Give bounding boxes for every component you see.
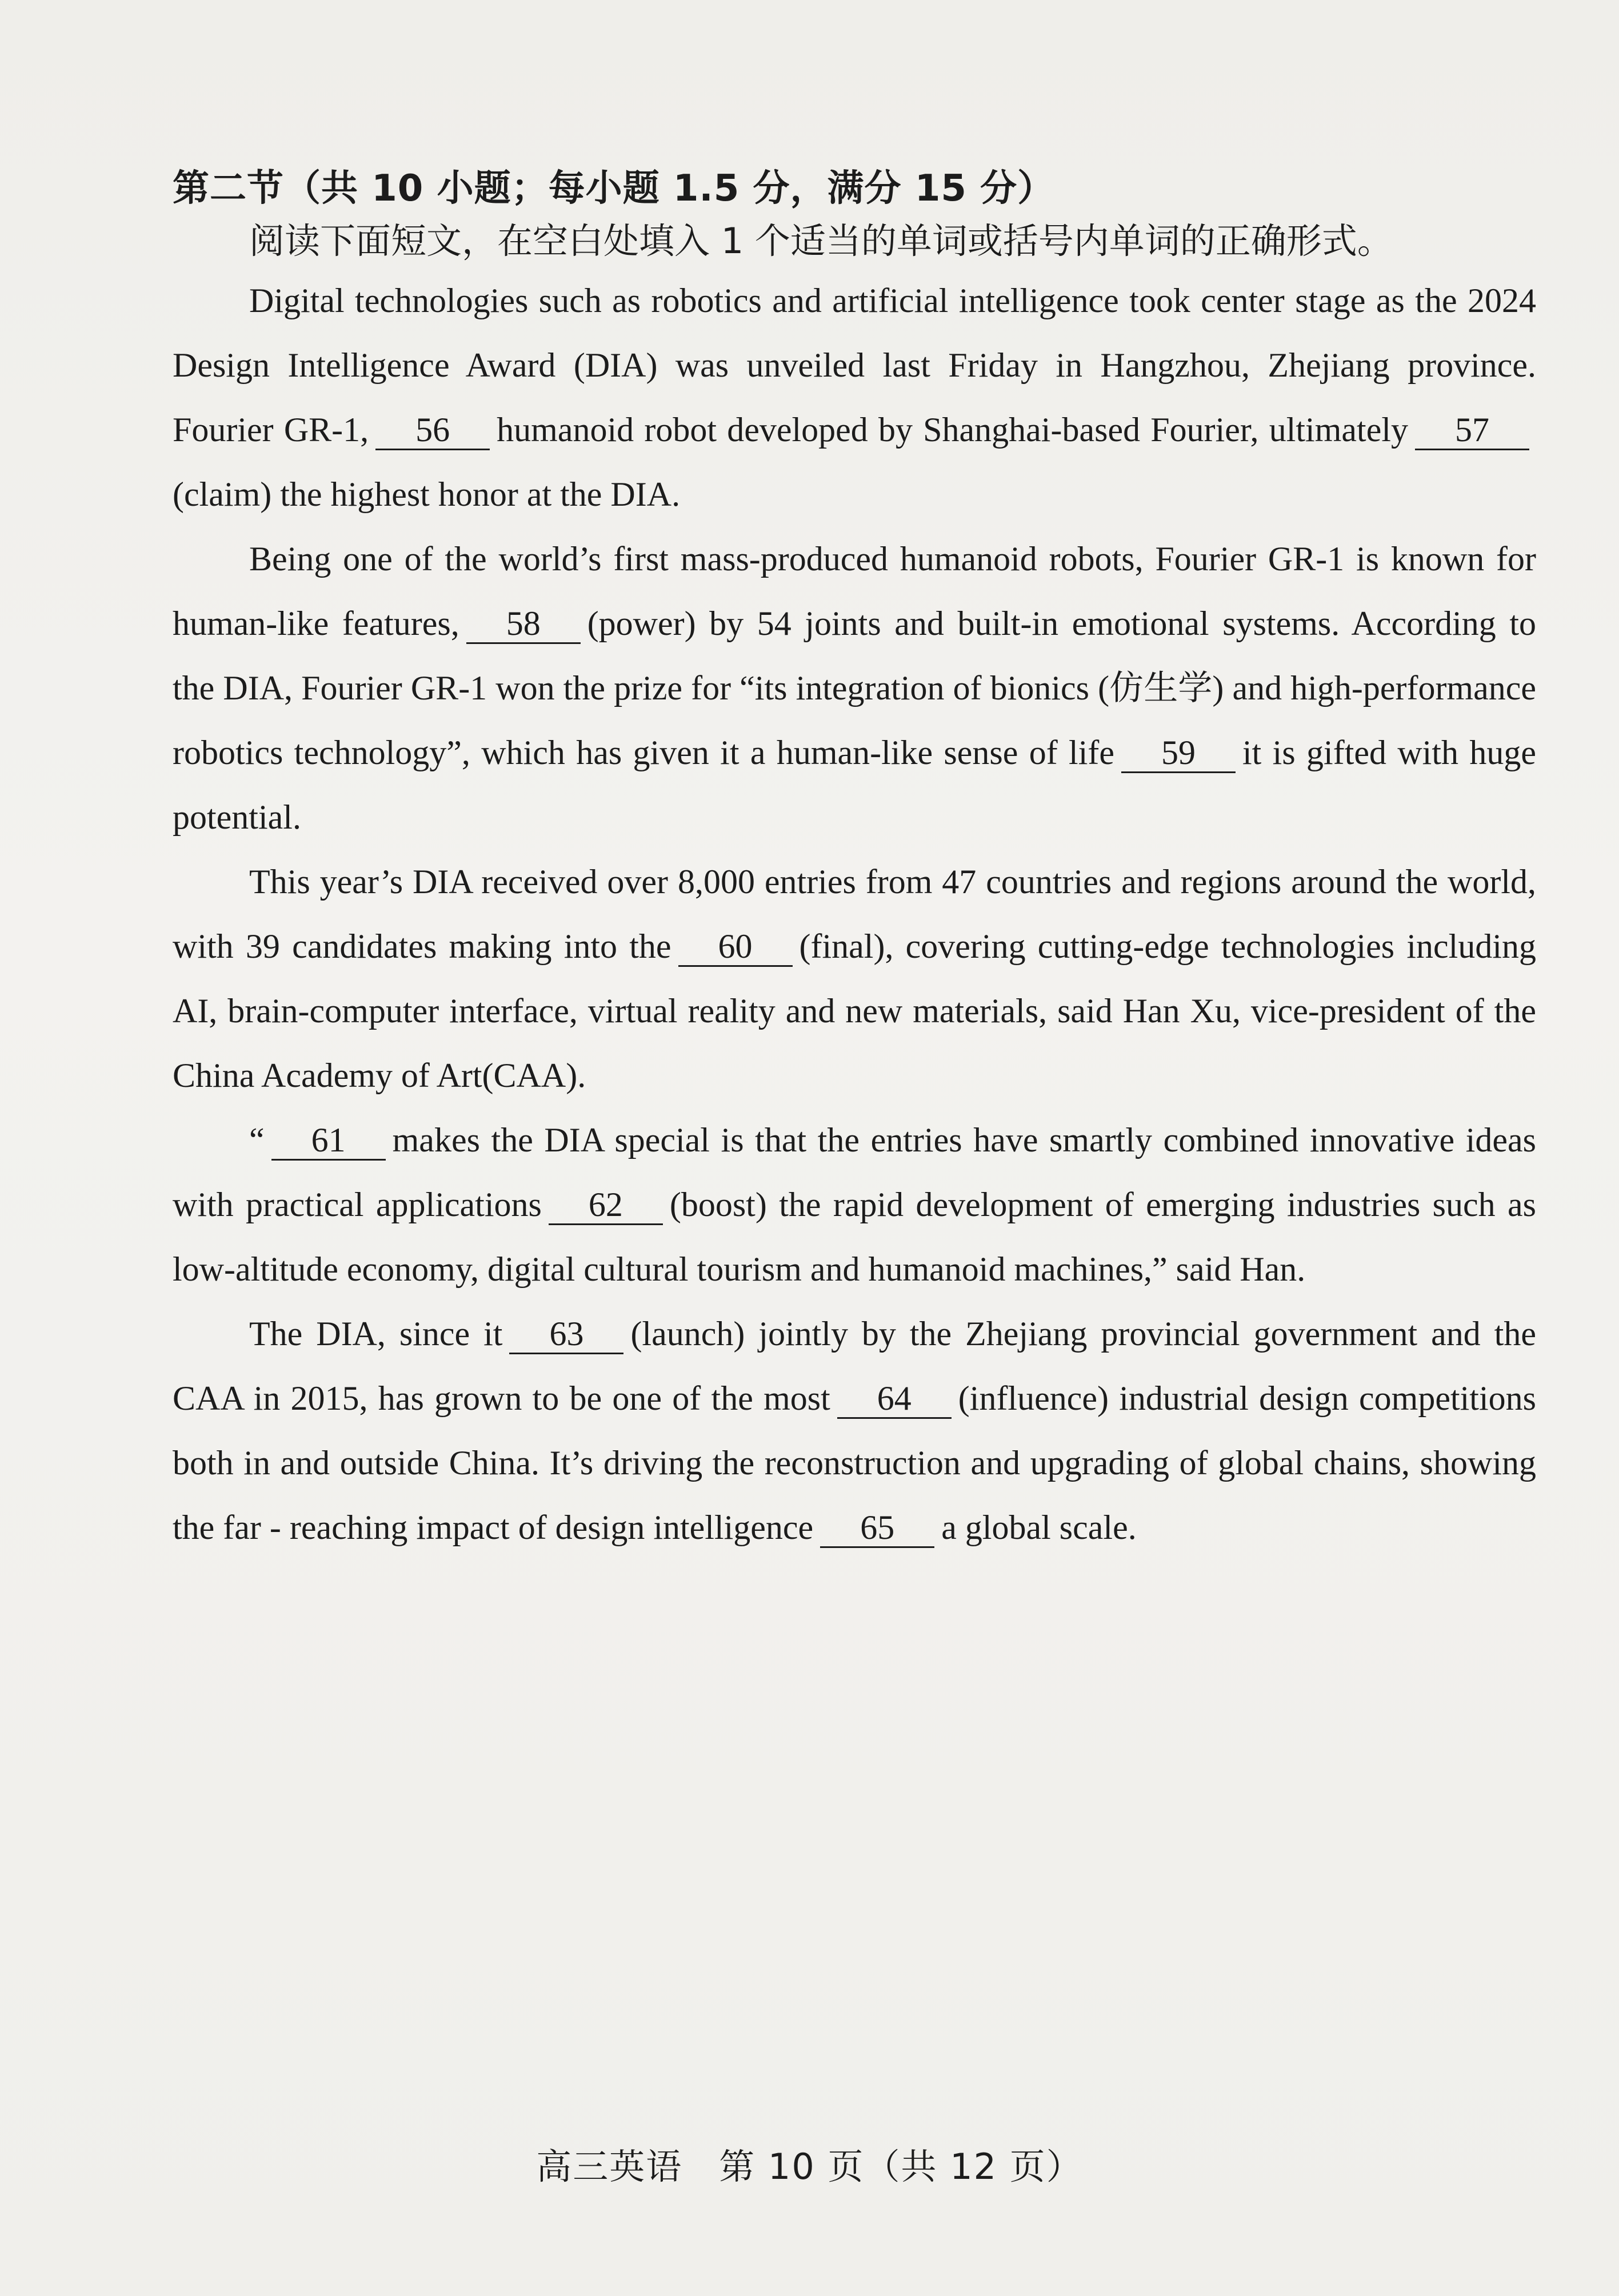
paragraph-text: Being one of the world’s first mass-produced humanoid robots, Fourier GR-1 is known for human-like features,	[173, 540, 1536, 642]
paragraph-text: humanoid robot developed by Shanghai-based Fourier, ultimately	[497, 411, 1408, 449]
blank-56: 56	[375, 411, 490, 450]
paragraph-text: it is gifted with huge potential.	[173, 734, 1536, 836]
paragraph-text: (final), covering cutting-edge technologies including AI, brain-computer interface, virtual reality and new materials, said Han Xu, vice-president of the China Academy of Art(CAA).	[173, 927, 1536, 1094]
paragraph-4	[173, 1108, 1536, 1302]
paragraph-2	[173, 527, 1536, 850]
paragraph-text: The DIA, since it	[249, 1315, 503, 1353]
blank-58: 58	[466, 605, 581, 644]
paragraph-1	[173, 269, 1536, 527]
paragraph-text: (claim) the highest honor at the DIA.	[173, 475, 681, 513]
paragraph-text: a global scale.	[941, 1509, 1137, 1546]
blank-64: 64	[837, 1379, 952, 1419]
paragraph-text: (influence) industrial design competitions both in and outside China. It’s driving the reconstruction and upgrading of global chains, showing the far - reaching impact of design intelligence	[173, 1379, 1536, 1546]
blank-60: 60	[678, 927, 793, 967]
paragraph-text: (boost) the rapid development of emerging industries such as low-altitude economy, digital cultural tourism and humanoid machines,” said Han.	[173, 1186, 1536, 1288]
passage	[173, 269, 1536, 1560]
blank-63: 63	[509, 1315, 623, 1354]
section-instruction: 阅读下面短文，在空白处填入 1 个适当的单词或括号内单词的正确形式。	[249, 220, 1393, 262]
paragraph-text: (launch) jointly by the Zhejiang provincial government and the CAA in 2015, has grown to be one of the most	[173, 1315, 1537, 1417]
paragraph-5	[173, 1302, 1536, 1560]
paragraph-3	[173, 850, 1536, 1108]
section-heading: 第二节（共 10 小题；每小题 1.5 分，满分 15 分）	[173, 167, 1055, 210]
blank-65: 65	[820, 1509, 934, 1548]
paragraph-text: This year’s DIA received over 8,000 entries from 47 countries and regions around the world, with 39 candidates making into the	[173, 863, 1536, 965]
open-quote: “	[249, 1121, 265, 1159]
paragraph-text: (power) by 54 joints and built-in emotional systems. According to the DIA, Fourier GR-1 won the prize for “its integration of bionics (仿生学) and high-performance robotics technology”, which has given it a human-like sense of life	[173, 605, 1536, 771]
page-footer: 高三英语 第 10 页（共 12 页）	[536, 2146, 1083, 2187]
paragraph-text: makes the DIA special is that the entries have smartly combined innovative ideas with practical applications	[173, 1121, 1536, 1223]
blank-59: 59	[1121, 734, 1236, 773]
blank-57: 57	[1415, 411, 1529, 450]
blank-61: 61	[271, 1121, 386, 1161]
paragraph-text: Digital technologies such as robotics and artificial intelligence took center stage as the 2024 Design Intelligence Award (DIA) was unveiled last Friday in Hangzhou, Zhejiang province. Fourier GR-1,	[173, 282, 1536, 449]
blank-62: 62	[549, 1186, 663, 1225]
